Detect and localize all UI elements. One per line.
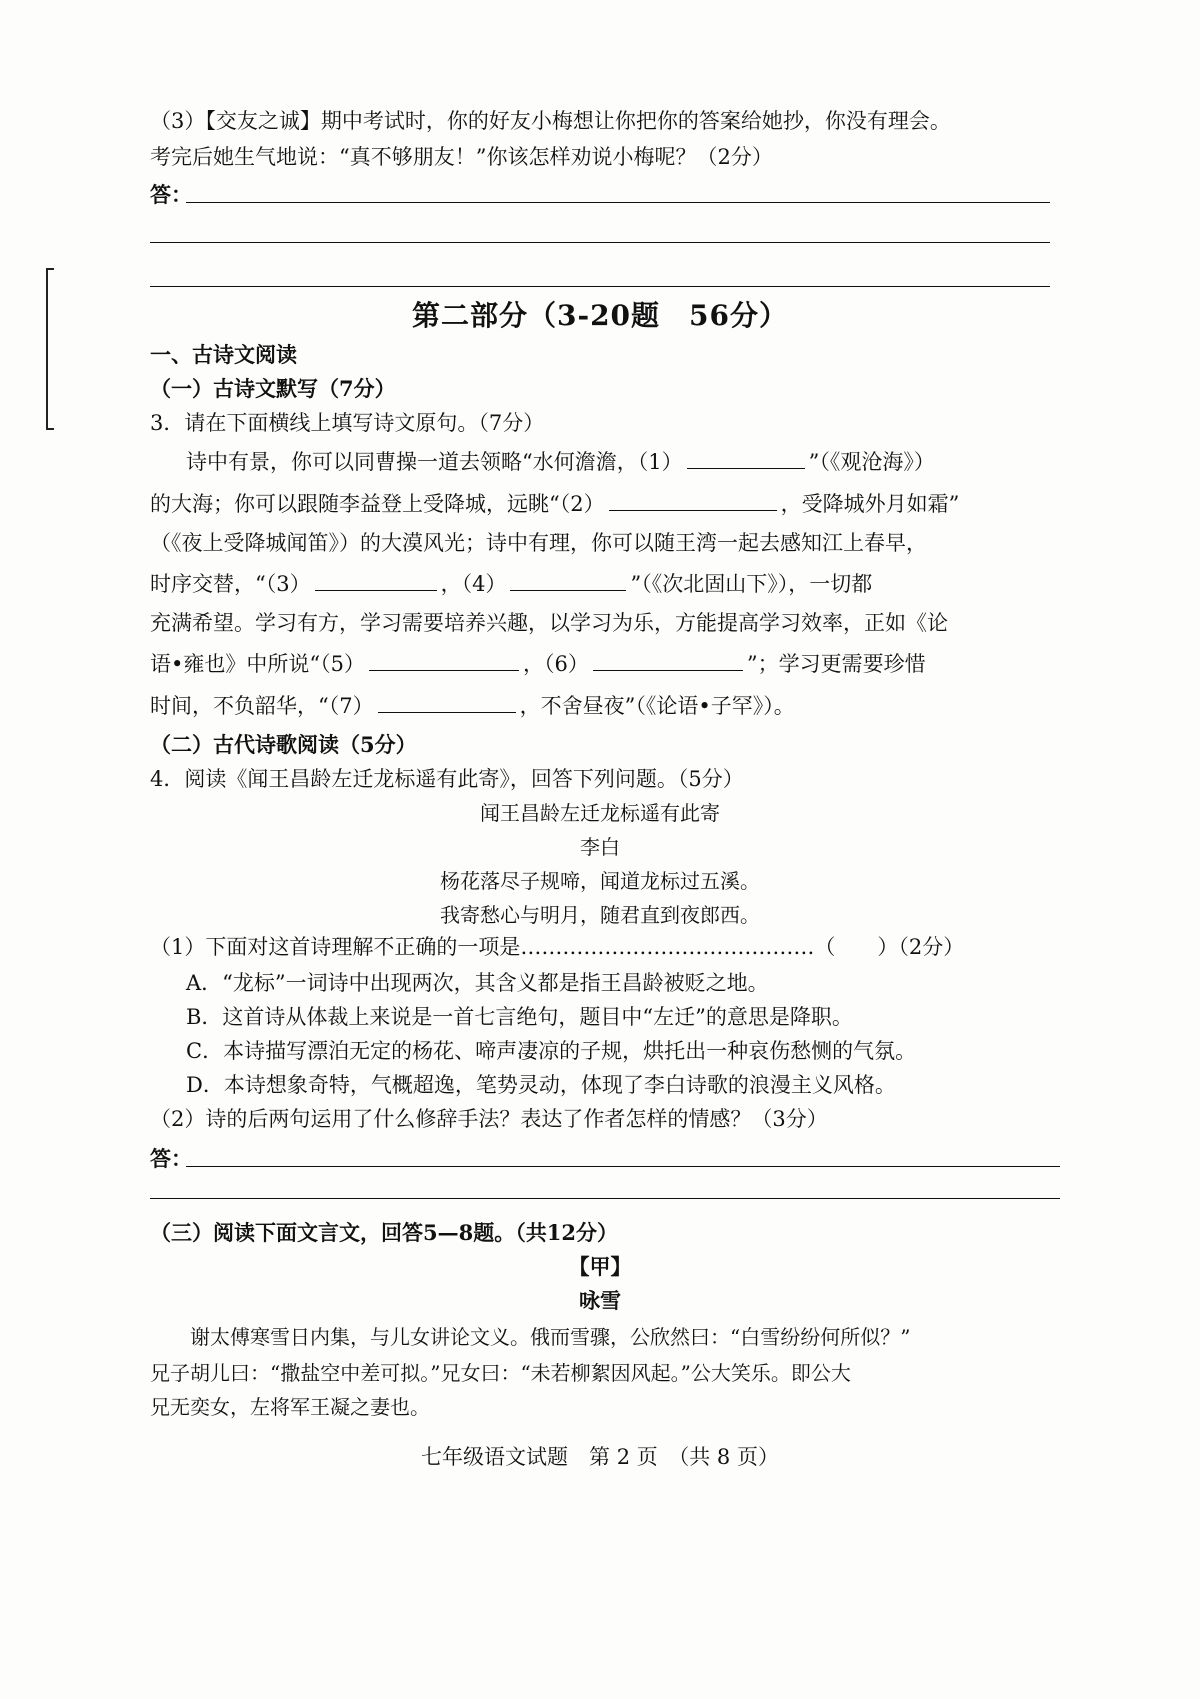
- paragraph-line: [150, 568, 1060, 599]
- option-a[interactable]: A．“龙标”一词诗中出现两次，其含义都是指王昌龄被贬之地。: [186, 971, 769, 995]
- paragraph-line: （《夜上受降城闻笛》）的大漠风光；诗中有理，你可以随王湾一起去感知江上春早，: [150, 531, 927, 555]
- answer-label: 答：: [150, 182, 192, 207]
- poem-title: 闻王昌龄左迁龙标遥有此寄: [480, 801, 720, 825]
- paragraph-line: [150, 690, 1060, 721]
- answer-line[interactable]: [186, 202, 1050, 203]
- section-heading: 一、古诗文阅读: [150, 342, 297, 367]
- option-c[interactable]: C．本诗描写漂泊无定的杨花、啼声凄凉的子规，烘托出一种哀伤愁恻的气氛。: [186, 1039, 917, 1063]
- paragraph-line: [186, 446, 1060, 477]
- text-segment: 语•雍也》中所说“（5）: [150, 652, 365, 676]
- classical-text-line: 兄子胡儿曰：“撒盐空中差可拟。”兄女曰：“未若柳絮因风起。”公大笑乐。即公大: [150, 1361, 851, 1385]
- question-text: 3．请在下面横线上填写诗文原句。（7分）: [150, 411, 545, 435]
- question-text: 4．阅读《闻王昌龄左迁龙标遥有此寄》，回答下列问题。（5分）: [150, 767, 744, 791]
- text-segment: 时序交替，“（3）: [150, 572, 311, 596]
- text-segment: ”（《观沧海》）: [808, 450, 935, 474]
- text-segment: ，受降城外月如霜”: [780, 492, 960, 516]
- answer-area[interactable]: [150, 180, 1060, 210]
- paragraph-line: [150, 488, 1060, 519]
- subsection-heading: （二）古代诗歌阅读（5分）: [150, 732, 417, 757]
- question-text: （3）【交友之诚】期中考试时，你的好友小梅想让你把你的答案给她抄，你没有理会。: [150, 109, 951, 133]
- poem-line: 杨花落尽子规啼，闻道龙标过五溪。: [440, 869, 760, 893]
- page-footer: 七年级语文试题 第 2 页 （共 8 页）: [421, 1445, 779, 1469]
- fill-blank-5[interactable]: [369, 648, 519, 671]
- classical-text-line: 谢太傅寒雪日内集，与儿女讲论文义。俄而雪骤，公欣然曰：“白雪纷纷何所似？”: [190, 1325, 911, 1349]
- text-segment: 时间，不负韶华，“（7）: [150, 694, 374, 718]
- subsection-heading: （三）阅读下面文言文，回答5—8题。（共12分）: [150, 1220, 618, 1245]
- section-title: 第二部分（3-20题 56分）: [411, 299, 789, 332]
- text-label: 【甲】: [568, 1254, 632, 1279]
- fill-blank-6[interactable]: [593, 648, 743, 671]
- question-text: （1）下面对这首诗理解不正确的一项是……………………………………（ ）（2分）: [150, 935, 965, 959]
- fill-blank-7[interactable]: [378, 690, 516, 713]
- text-segment: ”（《次北固山下》），一切都: [630, 572, 873, 596]
- fill-blank-4[interactable]: [510, 568, 626, 591]
- poem-author: 李白: [580, 835, 620, 859]
- option-b[interactable]: B．这首诗从体裁上来说是一首七言绝句，题目中“左迁”的意思是降职。: [186, 1005, 853, 1029]
- poem-line: 我寄愁心与明月，随君直到夜郎西。: [440, 903, 760, 927]
- text-segment: ，不舍昼夜”（《论语•子罕》）。: [519, 694, 795, 718]
- fill-blank-1[interactable]: [687, 446, 805, 469]
- answer-area[interactable]: [150, 1144, 1060, 1174]
- text-segment: 的大海；你可以跟随李益登上受降城，远眺“（2）: [150, 492, 605, 516]
- answer-line[interactable]: [150, 242, 1050, 243]
- text-title: 咏雪: [579, 1288, 621, 1313]
- answer-label: 答：: [150, 1146, 192, 1171]
- paragraph-line: [150, 648, 1060, 679]
- text-segment: ”；学习更需要珍惜: [746, 652, 926, 676]
- text-segment: ，（6）: [522, 652, 589, 676]
- binding-margin-mark: [46, 268, 54, 430]
- question-text: （2）诗的后两句运用了什么修辞手法？表达了作者怎样的情感？（3分）: [150, 1107, 828, 1131]
- fill-blank-3[interactable]: [315, 568, 437, 591]
- answer-line[interactable]: [150, 286, 1050, 287]
- text-segment: 诗中有景，你可以同曹操一道去领略“水何澹澹，（1）: [186, 450, 683, 474]
- paragraph-line: 充满希望。学习有方，学习需要培养兴趣，以学习为乐，方能提高学习效率，正如《论: [150, 611, 948, 635]
- fill-blank-2[interactable]: [609, 488, 777, 511]
- option-d[interactable]: D．本诗想象奇特，气概超逸，笔势灵动，体现了李白诗歌的浪漫主义风格。: [186, 1073, 896, 1097]
- answer-line[interactable]: [186, 1166, 1060, 1167]
- text-segment: ，（4）: [440, 572, 507, 596]
- question-text: 考完后她生气地说：“真不够朋友！”你该怎样劝说小梅呢？（2分）: [150, 145, 773, 169]
- subsection-heading: （一）古诗文默写（7分）: [150, 376, 396, 401]
- classical-text-line: 兄无奕女，左将军王凝之妻也。: [150, 1395, 430, 1419]
- answer-line[interactable]: [150, 1198, 1060, 1199]
